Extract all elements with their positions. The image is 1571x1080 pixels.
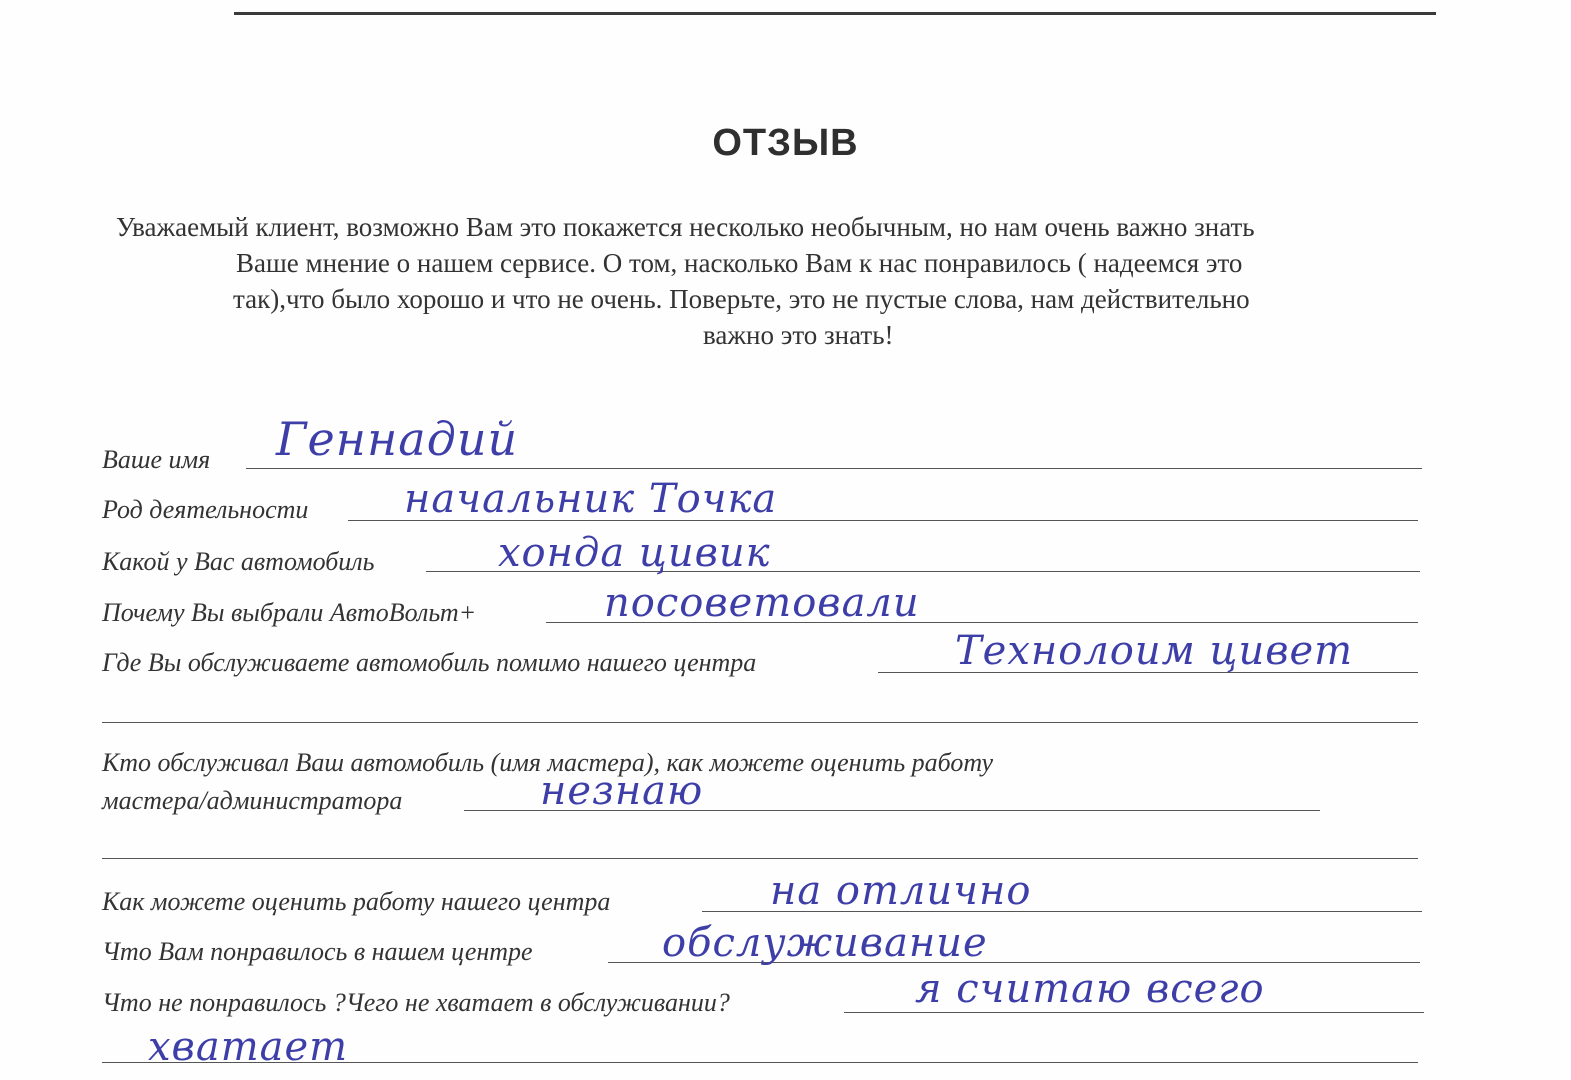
intro-line-2: Ваше мнение о нашем сервисе. О том, насколько Вам к нас понравилось ( надеемся это (236, 248, 1243, 278)
disliked-answer-line-2: хватает (148, 1024, 349, 1070)
occupation-label: Род деятельности (102, 495, 309, 524)
car-answer: хонда цивик (498, 530, 771, 576)
top-rule (234, 12, 1436, 15)
name-line (246, 468, 1422, 469)
intro-line-1: Уважаемый клиент, возможно Вам это покажется несколько необычным, но нам очень важно знать (116, 212, 1255, 242)
why-chose-answer: посоветовали (604, 580, 920, 626)
disliked-answer-line-1: я считаю всего (915, 966, 1265, 1012)
other-service-label: Где Вы обслуживаете автомобиль помимо нашего центра (102, 648, 757, 677)
occupation-answer: начальник Точка (404, 476, 778, 522)
disliked-label: Что не понравилось ?Чего не хватает в обслуживании? (102, 988, 730, 1017)
form-title: ОТЗЫВ (712, 122, 859, 164)
master-label-line-1: Кто обслуживал Ваш автомобиль (имя мастера), как можете оценить работу (102, 748, 994, 777)
other-service-answer: Технолоим цивет (955, 628, 1354, 674)
disliked-line (844, 1012, 1424, 1013)
master-extra-line (102, 858, 1418, 859)
master-answer: незнаю (540, 768, 704, 814)
liked-label: Что Вам понравилось в нашем центре (102, 937, 533, 966)
other-service-extra-line (102, 722, 1418, 723)
master-label-line-2: мастера/администратора (102, 786, 403, 815)
why-chose-label: Почему Вы выбрали АвтоВольт+ (102, 598, 477, 627)
center-rating-label: Как можете оценить работу нашего центра (102, 887, 611, 916)
liked-answer: обслуживание (662, 920, 988, 966)
intro-line-3: так),что было хорошо и что не очень. Поверьте, это не пустые слова, нам действительно (233, 284, 1250, 314)
center-rating-answer: на отлично (770, 868, 1032, 914)
car-label: Какой у Вас автомобиль (102, 547, 375, 576)
name-answer: Геннадий (276, 412, 519, 466)
name-label: Ваше имя (102, 445, 211, 474)
intro-line-4: важно это знать! (703, 320, 894, 350)
